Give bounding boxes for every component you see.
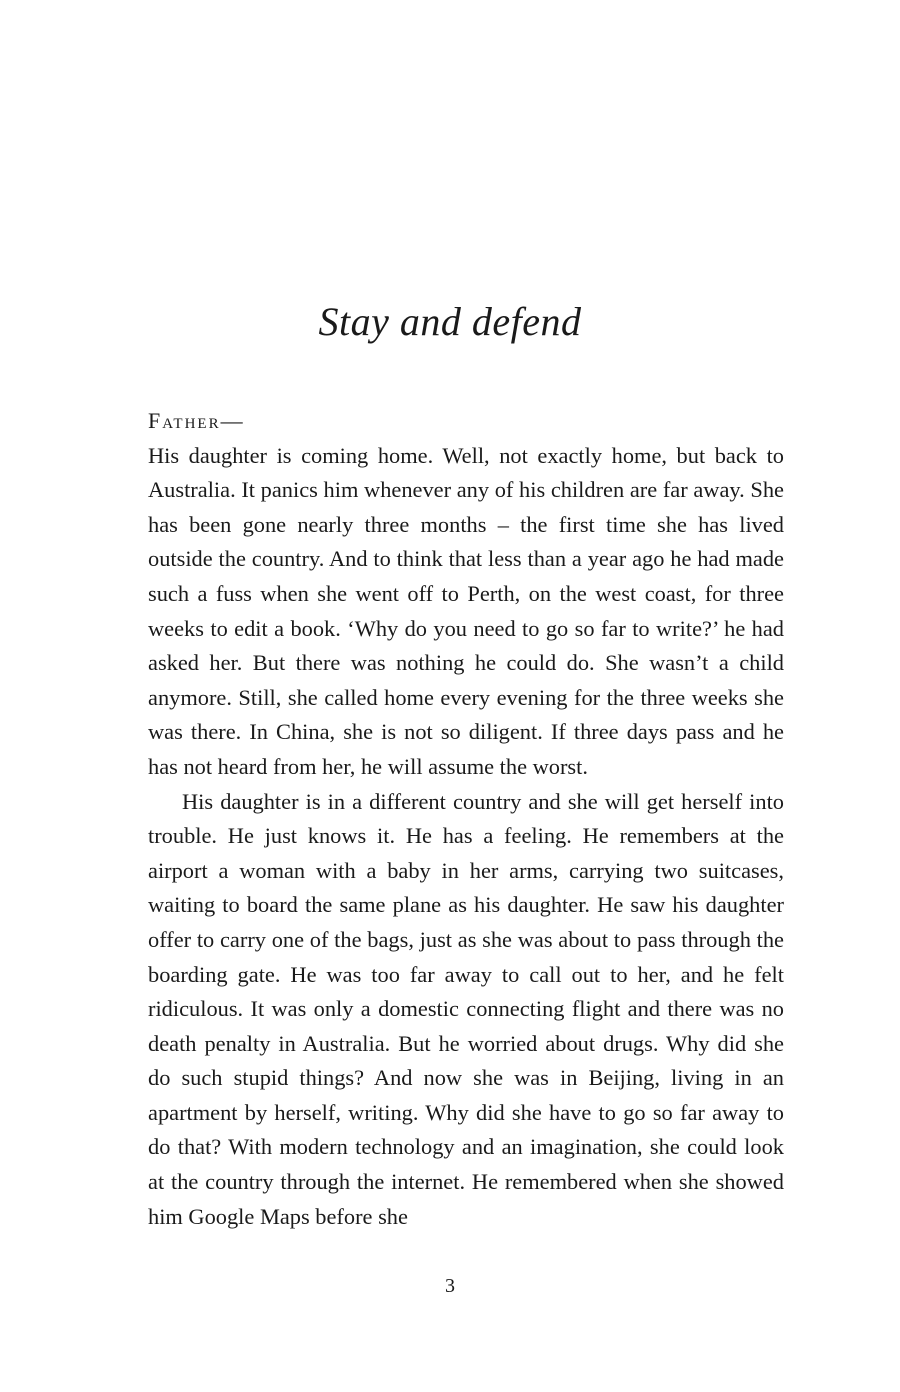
- section-label: Father—: [148, 408, 245, 433]
- page-number: 3: [445, 1275, 455, 1297]
- paragraph-1: His daughter is coming home. Well, not exactly home, but back to Australia. It panics him whenever any of his children are far away. She has been gone nearly three months – the first time she has lived outside the country. And to think that less than a year ago he had made such a fuss when she went off to Perth, on the west coast, for three weeks to edit a book. ‘Why do you need to go so far to write?’ he had asked her. But there was nothing he could do. She wasn’t a child anymore. Still, she called home every evening for the three weeks she was there. In China, she is not so diligent. If three days pass and he has not heard from her, he will assume the worst.: [148, 442, 784, 779]
- paragraph-2: His daughter is in a different country and she will get herself into trouble. He just knows it. He has a feeling. He remembers at the airport a woman with a baby in her arms, carrying two suitcases, waiting to board the same plane as his daughter. He saw his daughter offer to carry one of the bags, just as she was about to pass through the boarding gate. He was too far away to call out to her, and he felt ridiculous. It was only a domestic connecting flight and there was no death penalty in Australia. But he worried about drugs. Why did she do such stupid things? And now she was in Beijing, living in an apartment by herself, writing. Why did she have to go so far away to do that? With modern technology and an imagination, she could look at the country through the internet. He remembered when she showed him Google Maps before she: [148, 788, 784, 1229]
- chapter-title: Stay and defend: [318, 299, 582, 344]
- body-text: [148, 404, 784, 1234]
